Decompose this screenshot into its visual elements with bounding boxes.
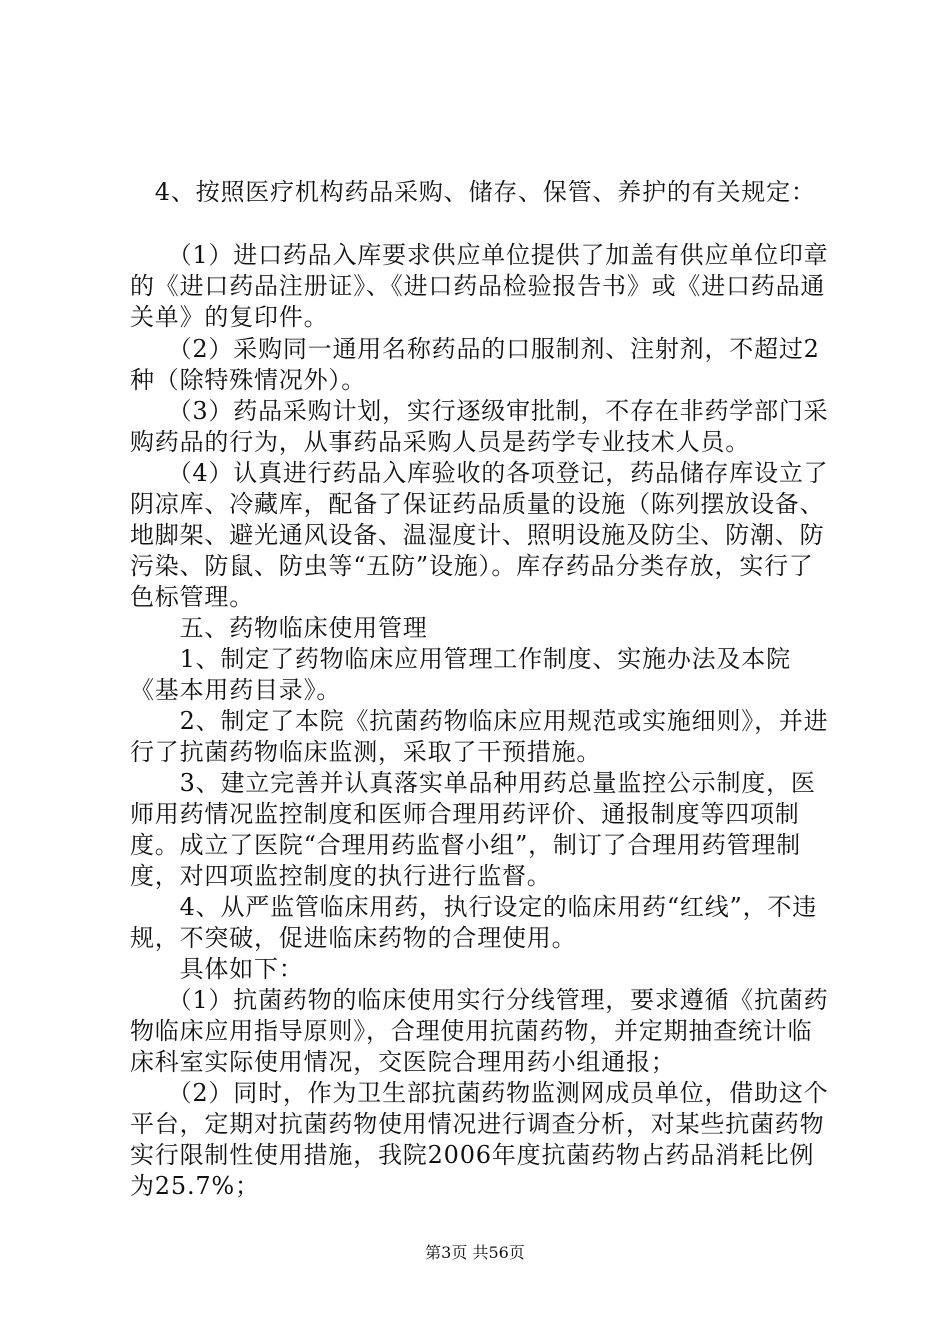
- paragraph-detail-1: （1）抗菌药物的临床使用实行分线管理，要求遵循《抗菌药物临床应用指导原则》，合理使用抗菌药物，并定期抽查统计临床科室实际使用情况，交医院合理用药小组通报；: [130, 986, 829, 1076]
- paragraph-details-intro: 具体如下：: [130, 955, 304, 983]
- paragraph-item-4: 4、从严监管临床用药，执行设定的临床用药“红线”，不违规，不突破，促进临床药物的合理使用。: [130, 893, 818, 952]
- paragraph-item-3: 3、建立完善并认真落实单品种用药总量监控公示制度，医师用药情况监控制度和医师合理用药评价、通报制度等四项制度。成立了医院“合理用药监督小组”，制订了合理用药管理制度，对四项监控制度的执行进行监督。: [130, 769, 816, 890]
- paragraph-4-regulations: 4、按照医疗机构药品采购、储存、保管、养护的有关规定：: [130, 178, 816, 206]
- paragraph-purchase-plan: （3）药品采购计划，实行逐级审批制，不存在非药学部门采购药品的行为，从事药品采购人员是药学专业技术人员。: [130, 397, 829, 456]
- page-footer: 第3页 共56页: [425, 1243, 525, 1262]
- paragraph-warehouse: （4）认真进行药品入库验收的各项登记，药品储存库设立了阴凉库、冷藏库，配备了保证药品质量的设施（陈列摆放设备、地脚架、避光通风设备、温湿度计、照明设施及防尘、防潮、防污染、防鼠、防虫等“五防”设施）。库存药品分类存放，实行了色标管理。: [130, 459, 829, 611]
- paragraph-detail-2: （2）同时，作为卫生部抗菌药物监测网成员单位，借助这个平台，定期对抗菌药物使用情况进行调查分析，对某些抗菌药物实行限制性使用措施，我院2006年度抗菌药物占药品消耗比例为25.7%；: [130, 1079, 829, 1200]
- paragraph-item-2: 2、制定了本院《抗菌药物临床应用规范或实施细则》，并进行了抗菌药物临床监测，采取了干预措施。: [130, 707, 829, 766]
- paragraph-import-drugs: （1）进口药品入库要求供应单位提供了加盖有供应单位印章的《进口药品注册证》、《进口药品检验报告书》或《进口药品通关单》的复印件。: [130, 241, 829, 331]
- paragraph-same-generic: （2）采购同一通用名称药品的口服制剂、注射剂，不超过2种（除特殊情况外）。: [130, 335, 820, 394]
- paragraph-item-1: 1、制定了药物临床应用管理工作制度、实施办法及本院《基本用药目录》。: [130, 645, 791, 704]
- section-heading-5: 五、药物临床使用管理: [130, 614, 428, 642]
